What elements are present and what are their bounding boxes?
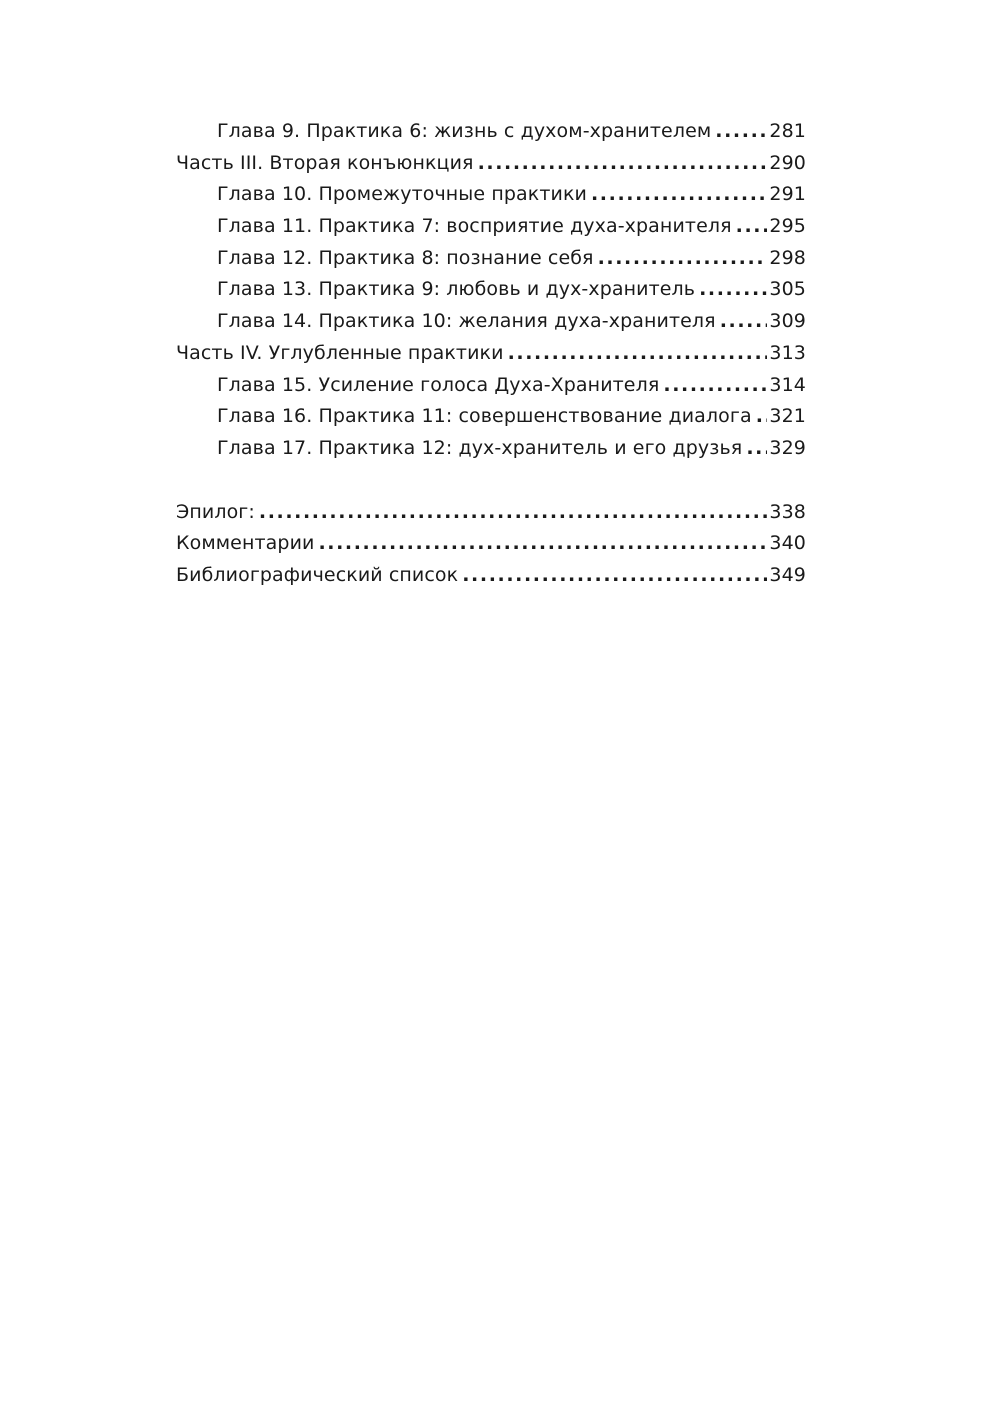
toc-page-number: 313 [769,341,806,364]
toc-entry-title: Глава 15. Усиление голоса Духа-Хранителя [217,373,660,396]
dot-leader [720,306,768,338]
dot-leader [508,338,768,370]
toc-chapter-entry [176,243,806,275]
dot-leader [591,179,767,211]
toc-part-entry [176,148,806,180]
toc-page-number: 329 [769,436,806,459]
toc-part-entry [176,560,806,592]
dot-leader [756,401,768,433]
toc-entry-title: Глава 13. Практика 9: любовь и дух-хранитель [217,278,696,301]
toc-entry-title: Глава 10. Промежуточные практики [217,183,587,206]
toc-page-number: 298 [769,246,806,269]
toc-main-group [176,116,806,465]
dot-leader [736,211,768,243]
toc-entry-title: Эпилог: [176,500,255,523]
toc-entry-title: Комментарии [176,532,315,555]
toc-page-number: 305 [769,278,806,301]
toc-chapter-entry [176,179,806,211]
toc-part-entry [176,528,806,560]
dot-leader [478,148,768,180]
table-of-contents [176,116,806,592]
toc-page-number: 281 [769,120,806,142]
toc-chapter-entry [176,306,806,338]
toc-entry-title: Глава 16. Практика 11: совершенствование диалога [217,405,752,428]
dot-leader [598,243,768,275]
toc-chapter-entry [176,211,806,243]
toc-page-number: 340 [769,532,806,555]
dot-leader [715,116,767,148]
dot-leader [259,497,768,529]
toc-entry-title: Библиографический список [176,563,459,586]
toc-page-number: 290 [769,151,806,174]
toc-page-number: 309 [769,310,806,333]
toc-page-number: 291 [769,183,806,206]
toc-page-number: 314 [769,373,806,396]
dot-leader [746,433,767,465]
toc-entry-title: Глава 17. Практика 12: дух-хранитель и его друзья [217,436,743,459]
toc-entry-title: Часть IV. Углубленные практики [176,341,504,364]
toc-chapter-entry [176,370,806,402]
dot-leader [699,274,767,306]
toc-part-entry [176,497,806,529]
toc-entry-title: Глава 12. Практика 8: познание себя [217,246,594,269]
dot-leader [663,370,767,402]
toc-page-number: 321 [769,405,806,428]
toc-part-entry [176,338,806,370]
toc-back-matter-group [176,497,806,592]
toc-chapter-entry [176,433,806,465]
dot-leader [462,560,767,592]
dot-leader [318,528,767,560]
toc-entry-title: Глава 14. Практика 10: желания духа-хранителя [217,310,716,333]
toc-entry-title: Глава 11. Практика 7: восприятие духа-хранителя [217,215,732,238]
toc-chapter-entry [176,401,806,433]
toc-entry-title: Глава 9. Практика 6: жизнь с духом-хранителем [217,120,712,142]
toc-entry-title: Часть III. Вторая конъюнкция [176,151,474,174]
toc-chapter-entry [176,274,806,306]
toc-chapter-entry [176,116,806,148]
toc-page-number: 349 [769,563,806,586]
toc-page-number: 338 [769,500,806,523]
toc-page-number: 295 [769,215,806,238]
